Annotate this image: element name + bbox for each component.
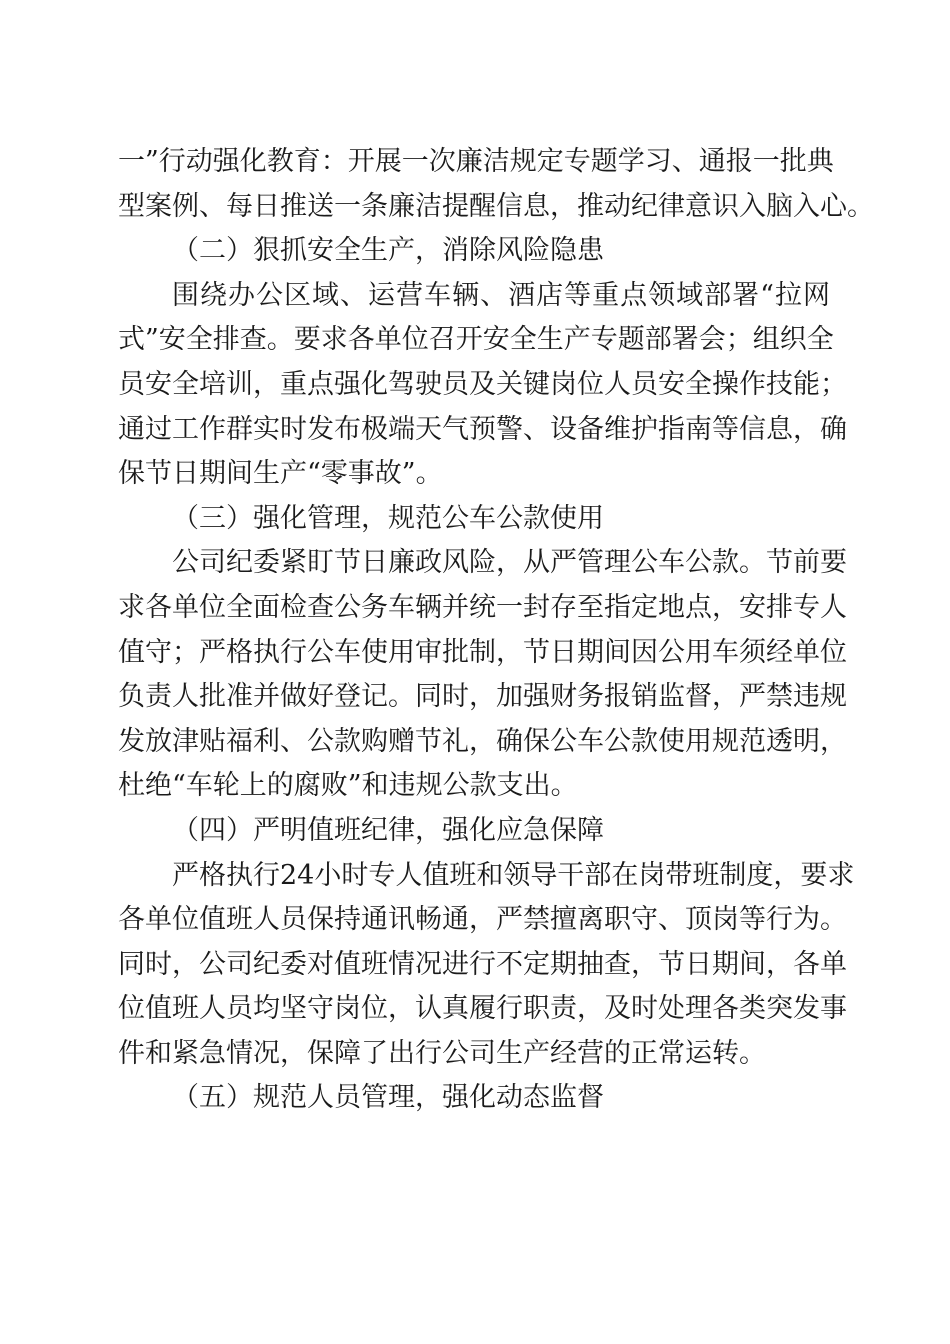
section-heading-duty: （四）严明值班纪律，强化应急保障 [172, 814, 604, 846]
text-line: 负责人批准并做好登记。同时，加强财务报销监督，严禁违规 [118, 681, 847, 713]
text-line: 保节日期间生产“零事故”。 [118, 458, 443, 490]
section-heading-safety: （二）狠抓安全生产，消除风险隐患 [172, 235, 604, 267]
text-line: 围绕办公区域、运营车辆、酒店等重点领域部署“拉网 [172, 279, 830, 311]
section-heading-vehicles: （三）强化管理，规范公车公款使用 [172, 502, 604, 534]
document-page [118, 140, 874, 1121]
text-line: 同时，公司纪委对值班情况进行不定期抽查，节日期间，各单 [118, 948, 847, 980]
text-line: 位值班人员均坚守岗位，认真履行职责，及时处理各类突发事 [118, 993, 847, 1025]
paragraph-duty [118, 854, 855, 1077]
section-heading-personnel: （五）规范人员管理，强化动态监督 [172, 1082, 604, 1114]
text-line: 杜绝“车轮上的腐败”和违规公款支出。 [118, 770, 578, 802]
paragraph-safety [118, 274, 847, 497]
paragraph-vehicles [118, 541, 847, 809]
text-line: 严格执行24小时专人值班和领导干部在岗带班制度，要求 [172, 859, 855, 891]
text-line: 员安全培训，重点强化驾驶员及关键岗位人员安全操作技能； [118, 368, 847, 400]
paragraph-education [118, 140, 874, 229]
text-line: 求各单位全面检查公务车辆并统一封存至指定地点，安排专人 [118, 591, 847, 623]
text-line: 各单位值班人员保持通讯畅通，严禁擅离职守、顶岗等行为。 [118, 904, 847, 936]
text-line: 值守；严格执行公车使用审批制，节日期间因公用车须经单位 [118, 636, 847, 668]
text-line: 式”安全排查。要求各单位召开安全生产专题部署会；组织全 [118, 324, 834, 356]
text-line: 型案例、每日推送一条廉洁提醒信息，推动纪律意识入脑入心。 [118, 190, 874, 222]
text-line: 发放津贴福利、公款购赠节礼，确保公车公款使用规范透明， [118, 725, 847, 757]
text-line: 公司纪委紧盯节日廉政风险，从严管理公车公款。节前要 [172, 547, 847, 579]
text-line: 一”行动强化教育：开展一次廉洁规定专题学习、通报一批典 [118, 146, 834, 177]
text-line: 件和紧急情况，保障了出行公司生产经营的正常运转。 [118, 1037, 766, 1069]
text-line: 通过工作群实时发布极端天气预警、设备维护指南等信息，确 [118, 413, 847, 445]
